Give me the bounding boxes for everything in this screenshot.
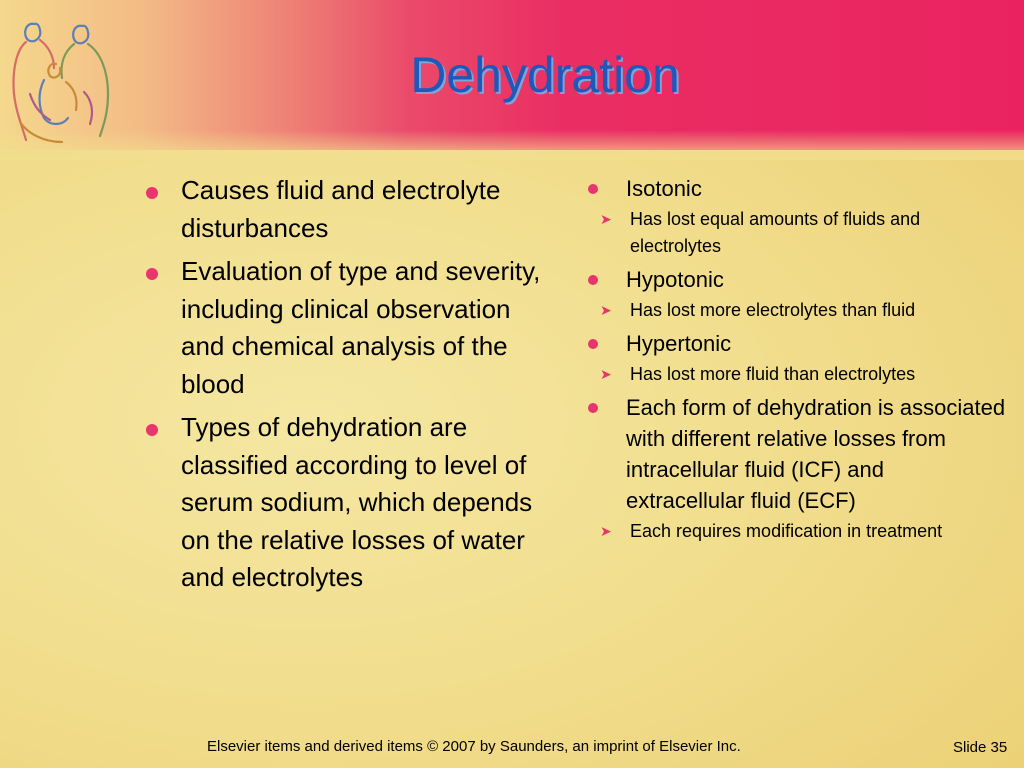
sub-bullet-list — [586, 361, 1006, 388]
right-bullet-list — [586, 171, 1006, 549]
sub-bullet-text: Each requires modification in treatment — [630, 521, 943, 541]
left-bullet-item — [144, 253, 554, 403]
round-bullet-icon — [146, 268, 158, 280]
round-bullet-icon — [146, 187, 158, 199]
sub-bullet-list — [586, 518, 1006, 545]
arrow-bullet-icon: ➤ — [600, 523, 612, 539]
left-bullet-text: Types of dehydration are classified according to level of serum sodium, which depends on the relative losses of water and electrolytes — [181, 412, 533, 592]
left-bullet-list — [144, 172, 554, 603]
left-bullet-item — [144, 409, 554, 597]
right-bullet-item — [586, 173, 1006, 204]
sub-bullet-item — [586, 297, 1006, 324]
sub-bullet-text: Has lost more electrolytes than fluid — [630, 300, 916, 320]
right-bullet-text: Each form of dehydration is associated with different relative losses from intracellular fluid (ICF) and extracellular fluid (ECF) — [626, 395, 1006, 513]
left-bullet-item — [144, 172, 554, 247]
round-bullet-icon — [588, 275, 598, 285]
sub-bullet-list — [586, 297, 1006, 324]
left-bullet-text: Evaluation of type and severity, including clinical observation and chemical analysis of the blood — [181, 256, 541, 399]
right-bullet-item — [586, 392, 1006, 516]
round-bullet-icon — [588, 403, 598, 413]
family-illustration-icon — [4, 2, 134, 150]
arrow-bullet-icon: ➤ — [600, 211, 612, 227]
round-bullet-icon — [146, 424, 158, 436]
sub-bullet-text: Has lost more fluid than electrolytes — [630, 364, 916, 384]
sub-bullet-item — [586, 361, 1006, 388]
slide-title: Dehydration — [410, 47, 680, 103]
copyright-footer: Elsevier items and derived items © 2007 by Saunders, an imprint of Elsevier Inc. — [207, 738, 741, 755]
right-bullet-text: Isotonic — [626, 176, 702, 201]
left-bullet-text: Causes fluid and electrolyte disturbances — [181, 175, 501, 243]
right-bullet-item — [586, 264, 1006, 295]
round-bullet-icon — [588, 184, 598, 194]
sub-bullet-item — [586, 206, 1006, 260]
arrow-bullet-icon: ➤ — [600, 366, 612, 382]
right-bullet-item — [586, 328, 1006, 359]
slide-number: Slide 35 — [953, 739, 1008, 756]
arrow-bullet-icon: ➤ — [600, 302, 612, 318]
sub-bullet-text: Has lost equal amounts of fluids and electrolytes — [630, 209, 921, 256]
sub-bullet-list — [586, 206, 1006, 260]
right-bullet-text: Hypotonic — [626, 267, 724, 292]
round-bullet-icon — [588, 339, 598, 349]
title-band-fade — [0, 130, 1024, 160]
sub-bullet-item — [586, 518, 1006, 545]
right-bullet-text: Hypertonic — [626, 331, 732, 356]
